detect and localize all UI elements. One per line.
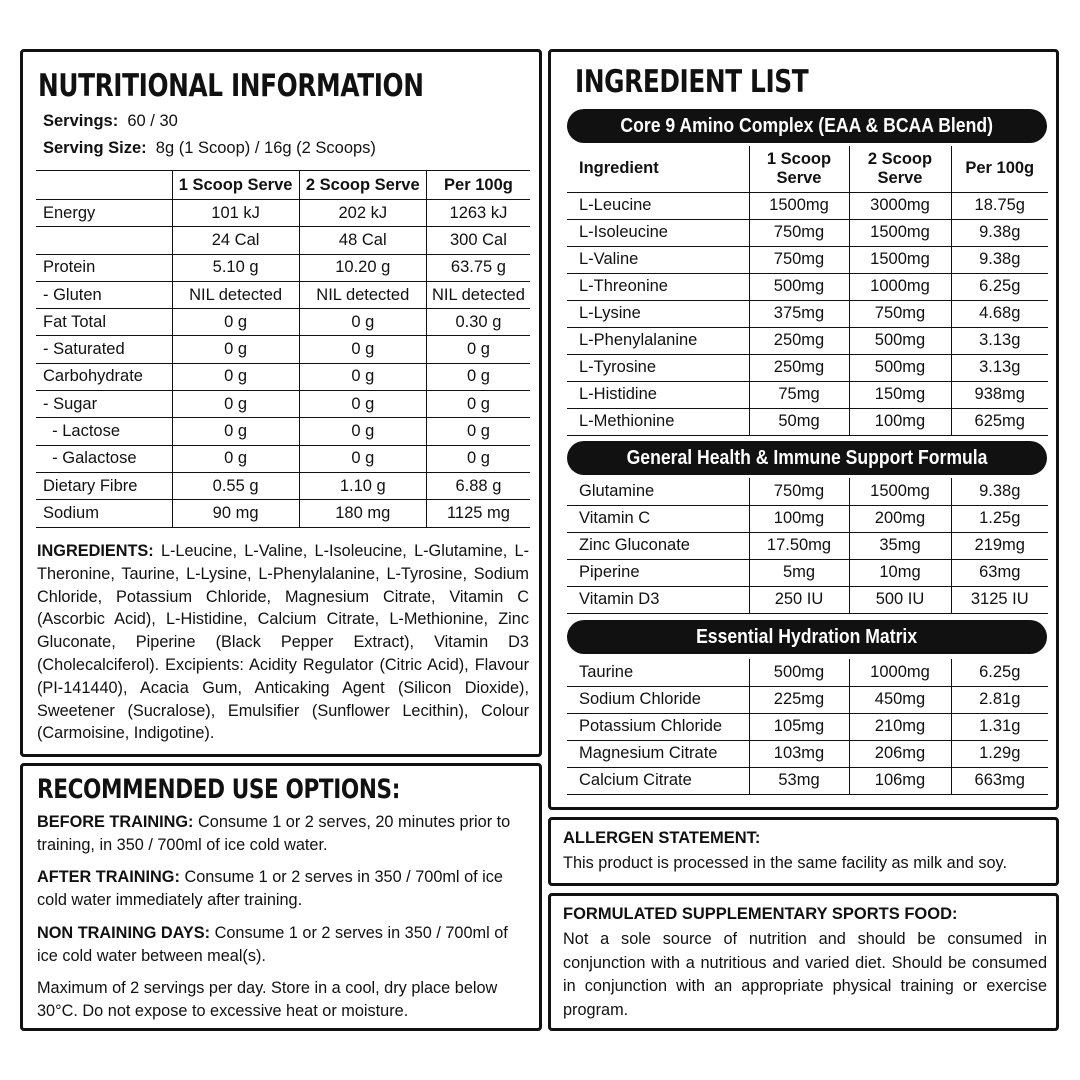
nutrition-row-value: 0 g [426, 363, 530, 390]
core-amino-row-label: L-Phenylalanine [567, 327, 749, 354]
nutrition-row [36, 309, 530, 336]
allergen-text: This product is processed in the same facility as milk and soy. [563, 854, 1007, 872]
servings-value: 60 / 30 [127, 112, 178, 130]
core-amino-row-value: 1500mg [849, 219, 951, 246]
core-amino-row-label: L-Histidine [567, 381, 749, 408]
hydration-banner-label: Essential Hydration Matrix [696, 626, 918, 648]
nutrition-row-value: 0 g [299, 391, 426, 418]
health-row-value: 10mg [849, 559, 951, 586]
core-amino-row-value: 375mg [749, 300, 849, 327]
nutrition-row-value: 0 g [172, 309, 299, 336]
nutrition-row-label: Sodium [36, 500, 172, 527]
hydration-row-label: Calcium Citrate [567, 767, 749, 794]
core-amino-body [567, 192, 1048, 435]
core-amino-row-value: 750mg [849, 300, 951, 327]
hydration-row-value: 663mg [951, 767, 1048, 794]
nutrition-row-value: 10.20 g [299, 254, 426, 281]
nutrition-title: NUTRITIONAL INFORMATION [38, 68, 424, 104]
ingredient-col-header: Ingredient [567, 146, 749, 192]
core-amino-row-value: 500mg [749, 273, 849, 300]
core-amino-row-value: 18.75g [951, 192, 1048, 219]
health-banner [567, 441, 1047, 475]
nutrition-row-value: 0.55 g [172, 472, 299, 499]
nutrition-row-value: 0 g [172, 363, 299, 390]
health-row-value: 5mg [749, 559, 849, 586]
core-amino-table [567, 146, 1048, 436]
ingredient-header-row [567, 146, 1048, 192]
nutrition-col-header: Per 100g [426, 171, 530, 200]
nutrition-row [36, 254, 530, 281]
nutrition-col-header: 1 Scoop Serve [172, 171, 299, 200]
core-amino-row [567, 381, 1048, 408]
nutrition-row-label: - Galactose [36, 445, 172, 472]
core-amino-row [567, 246, 1048, 273]
nutrition-row-value: 0 g [426, 445, 530, 472]
hydration-row-value: 6.25g [951, 659, 1048, 686]
health-row-value: 219mg [951, 532, 1048, 559]
core-amino-row-label: L-Lysine [567, 300, 749, 327]
core-amino-row-value: 3.13g [951, 327, 1048, 354]
nutrition-row-value: 1.10 g [299, 472, 426, 499]
nutrition-row-value: NIL detected [172, 281, 299, 308]
serving-size-value: 8g (1 Scoop) / 16g (2 Scoops) [155, 139, 376, 157]
core-amino-row-value: 3.13g [951, 354, 1048, 381]
nutrition-row-value: 101 kJ [172, 200, 299, 227]
servings-line [43, 112, 178, 131]
nutrition-header-row [36, 171, 530, 200]
nutrition-col-header [36, 171, 172, 200]
health-row [567, 559, 1048, 586]
core-amino-banner-label: Core 9 Amino Complex (EAA & BCAA Blend) [620, 115, 994, 137]
nutrition-row-label: - Gluten [36, 281, 172, 308]
health-row-value: 750mg [749, 478, 849, 505]
nutrition-row-value: NIL detected [299, 281, 426, 308]
nutrition-row-label: Dietary Fibre [36, 472, 172, 499]
max-servings-paragraph: Maximum of 2 servings per day. Store in a cool, dry place below 30°C. Do not expose to excessive heat or moisture. [37, 979, 498, 1020]
health-row [567, 478, 1048, 505]
core-amino-row [567, 408, 1048, 435]
recommended-use-panel [20, 763, 542, 1031]
core-amino-row-value: 9.38g [951, 246, 1048, 273]
nutrition-row [36, 500, 530, 527]
after-training-label: AFTER TRAINING: [37, 868, 180, 886]
health-row-label: Vitamin D3 [567, 586, 749, 613]
hydration-row-value: 53mg [749, 767, 849, 794]
hydration-row [567, 659, 1048, 686]
nutrition-table-body [36, 200, 530, 528]
nutrition-row-value: 0 g [426, 418, 530, 445]
core-amino-row-value: 250mg [749, 354, 849, 381]
core-amino-row-value: 75mg [749, 381, 849, 408]
core-amino-row-value: 50mg [749, 408, 849, 435]
health-row-value: 9.38g [951, 478, 1048, 505]
core-amino-row-label: L-Isoleucine [567, 219, 749, 246]
nutrition-row-value: 1125 mg [426, 500, 530, 527]
non-training-paragraph [37, 922, 531, 968]
nutrition-row-label: Energy [36, 200, 172, 227]
hydration-row-value: 500mg [749, 659, 849, 686]
core-amino-row [567, 219, 1048, 246]
hydration-row [567, 740, 1048, 767]
core-amino-row-label: L-Threonine [567, 273, 749, 300]
health-row-value: 200mg [849, 505, 951, 532]
non-training-text: Consume 1 or 2 serves in 350 / 700ml of ice cold water between meal(s). [37, 924, 508, 965]
ingredient-col-header: 2 Scoop Serve [849, 146, 951, 192]
health-banner-label: General Health & Immune Support Formula [626, 447, 988, 469]
core-amino-row [567, 300, 1048, 327]
nutrition-row-value: 0 g [426, 391, 530, 418]
hydration-body [567, 659, 1048, 794]
health-row-value: 35mg [849, 532, 951, 559]
health-row-value: 500 IU [849, 586, 951, 613]
ingredient-col-header: Per 100g [951, 146, 1048, 192]
core-amino-row-value: 500mg [849, 354, 951, 381]
nutrition-row-value: 0 g [172, 391, 299, 418]
core-amino-row-value: 750mg [749, 219, 849, 246]
health-body [567, 478, 1048, 613]
health-row-label: Piperine [567, 559, 749, 586]
hydration-row-label: Sodium Chloride [567, 686, 749, 713]
nutrition-row [36, 336, 530, 363]
ingredients-paragraph [37, 540, 529, 745]
hydration-row-value: 105mg [749, 713, 849, 740]
hydration-row [567, 686, 1048, 713]
core-amino-row-value: 1500mg [749, 192, 849, 219]
hydration-row-value: 103mg [749, 740, 849, 767]
nutrition-row-value: 0 g [172, 418, 299, 445]
allergen-panel [548, 817, 1059, 886]
core-amino-row-label: L-Methionine [567, 408, 749, 435]
nutrition-table [36, 170, 530, 528]
nutrition-row-label [36, 227, 172, 254]
serving-size-label: Serving Size: [43, 139, 147, 157]
core-amino-row-value: 1500mg [849, 246, 951, 273]
allergen-title: ALLERGEN STATEMENT: [563, 829, 761, 847]
formulated-title: FORMULATED SUPPLEMENTARY SPORTS FOOD: [563, 905, 958, 923]
core-amino-row-label: L-Leucine [567, 192, 749, 219]
ingredients-label: INGREDIENTS: [37, 542, 154, 560]
hydration-row-value: 1000mg [849, 659, 951, 686]
health-row-label: Glutamine [567, 478, 749, 505]
health-row-value: 1.25g [951, 505, 1048, 532]
core-amino-row [567, 273, 1048, 300]
hydration-row-value: 106mg [849, 767, 951, 794]
core-amino-row [567, 354, 1048, 381]
nutrition-row-value: 1263 kJ [426, 200, 530, 227]
ingredient-list-title: INGREDIENT LIST [575, 64, 809, 100]
ingredient-col-header: 1 Scoop Serve [749, 146, 849, 192]
core-amino-row-value: 100mg [849, 408, 951, 435]
core-amino-row-label: L-Tyrosine [567, 354, 749, 381]
nutrition-row-value: 180 mg [299, 500, 426, 527]
health-row-value: 63mg [951, 559, 1048, 586]
core-amino-banner [567, 109, 1047, 143]
nutrition-row-value: 48 Cal [299, 227, 426, 254]
core-amino-row-value: 938mg [951, 381, 1048, 408]
health-row [567, 505, 1048, 532]
nutrition-row-value: 0.30 g [426, 309, 530, 336]
nutrition-row [36, 445, 530, 472]
core-amino-row-value: 1000mg [849, 273, 951, 300]
nutrition-row-value: 0 g [172, 445, 299, 472]
nutrition-row [36, 363, 530, 390]
formulated-text: Not a sole source of nutrition and should be consumed in conjunction with a nutritious and varied diet. Should be consumed in conjunction with an appropriate physical training or exercise program. [563, 930, 1047, 1019]
hydration-row [567, 767, 1048, 794]
hydration-row-label: Magnesium Citrate [567, 740, 749, 767]
ingredient-list-panel [548, 49, 1059, 810]
after-training-paragraph [37, 866, 531, 912]
nutrition-row-value: 202 kJ [299, 200, 426, 227]
before-training-paragraph [37, 811, 531, 857]
nutrition-row-value: 0 g [299, 418, 426, 445]
non-training-label: NON TRAINING DAYS: [37, 924, 211, 942]
hydration-row-value: 210mg [849, 713, 951, 740]
nutrition-row-value: 0 g [426, 336, 530, 363]
formulated-panel [548, 893, 1059, 1031]
nutrition-row-value: 0 g [299, 336, 426, 363]
core-amino-row-value: 750mg [749, 246, 849, 273]
nutrition-row-label: - Sugar [36, 391, 172, 418]
nutrition-row-value: 6.88 g [426, 472, 530, 499]
nutrition-row [36, 281, 530, 308]
core-amino-row-value: 4.68g [951, 300, 1048, 327]
nutrition-row-value: 63.75 g [426, 254, 530, 281]
health-row [567, 586, 1048, 613]
health-row-value: 100mg [749, 505, 849, 532]
nutrition-row [36, 227, 530, 254]
nutrition-row [36, 472, 530, 499]
servings-label: Servings: [43, 112, 119, 130]
before-training-label: BEFORE TRAINING: [37, 813, 194, 831]
nutrition-row-value: 90 mg [172, 500, 299, 527]
core-amino-row [567, 192, 1048, 219]
hydration-row-value: 1.31g [951, 713, 1048, 740]
health-row-value: 1500mg [849, 478, 951, 505]
hydration-row-value: 450mg [849, 686, 951, 713]
hydration-banner [567, 620, 1047, 654]
nutrition-row-label: - Saturated [36, 336, 172, 363]
core-amino-row-value: 9.38g [951, 219, 1048, 246]
core-amino-row [567, 327, 1048, 354]
nutrition-row-label: Protein [36, 254, 172, 281]
nutrition-panel [20, 49, 542, 757]
health-row-label: Vitamin C [567, 505, 749, 532]
nutrition-row-label: Carbohydrate [36, 363, 172, 390]
core-amino-row-value: 625mg [951, 408, 1048, 435]
hydration-row-value: 1.29g [951, 740, 1048, 767]
nutrition-row [36, 200, 530, 227]
hydration-row [567, 713, 1048, 740]
hydration-table [567, 659, 1048, 795]
nutrition-row [36, 418, 530, 445]
health-row-value: 3125 IU [951, 586, 1048, 613]
hydration-row-label: Potassium Chloride [567, 713, 749, 740]
nutrition-row-label: - Lactose [36, 418, 172, 445]
nutrition-row-value: NIL detected [426, 281, 530, 308]
nutrition-row-value: 0 g [172, 336, 299, 363]
nutrition-row-value: 0 g [299, 363, 426, 390]
core-amino-row-label: L-Valine [567, 246, 749, 273]
health-table [567, 478, 1048, 614]
nutrition-row-value: 0 g [299, 309, 426, 336]
core-amino-row-value: 150mg [849, 381, 951, 408]
nutrition-row-value: 24 Cal [172, 227, 299, 254]
serving-size-line [43, 139, 376, 158]
hydration-row-label: Taurine [567, 659, 749, 686]
health-row-value: 17.50mg [749, 532, 849, 559]
health-row-value: 250 IU [749, 586, 849, 613]
ingredients-text: L-Leucine, L-Valine, L-Isoleucine, L-Glutamine, L-Theronine, Taurine, L-Lysine, L-Phenylalanine, L-Tyrosine, Sodium Chloride, Potassium Chloride, Magnesium Citrate, Vitamin C (Ascorbic Acid), L-Histidine, Calcium Citrate, L-Methionine, Zinc Gluconate, Piperine (Black Pepper Extract), Vitamin D3 (Cholecalciferol). Excipients: Acidity Regulator (Citric Acid), Flavour (PI-141440), Acacia Gum, Anticaking Agent (Silicon Dioxide), Sweetener (Sucralose), Emulsifier (Sunflower Lecithin), Colour (Carmoisine, Indigotine). [37, 542, 529, 743]
nutrition-row-value: 5.10 g [172, 254, 299, 281]
nutrition-row [36, 391, 530, 418]
nutrition-row-label: Fat Total [36, 309, 172, 336]
core-amino-row-value: 500mg [849, 327, 951, 354]
hydration-row-value: 206mg [849, 740, 951, 767]
nutrition-col-header: 2 Scoop Serve [299, 171, 426, 200]
core-amino-row-value: 6.25g [951, 273, 1048, 300]
before-training-text: Consume 1 or 2 serves, 20 minutes prior to training, in 350 / 700ml of ice cold water. [37, 813, 511, 854]
health-row-label: Zinc Gluconate [567, 532, 749, 559]
core-amino-row-value: 3000mg [849, 192, 951, 219]
hydration-row-value: 225mg [749, 686, 849, 713]
hydration-row-value: 2.81g [951, 686, 1048, 713]
nutrition-row-value: 300 Cal [426, 227, 530, 254]
nutrition-row-value: 0 g [299, 445, 426, 472]
core-amino-row-value: 250mg [749, 327, 849, 354]
after-training-text: Consume 1 or 2 serves in 350 / 700ml of ice cold water immediately after training. [37, 868, 503, 909]
health-row [567, 532, 1048, 559]
recommended-title: RECOMMENDED USE OPTIONS: [37, 774, 400, 805]
